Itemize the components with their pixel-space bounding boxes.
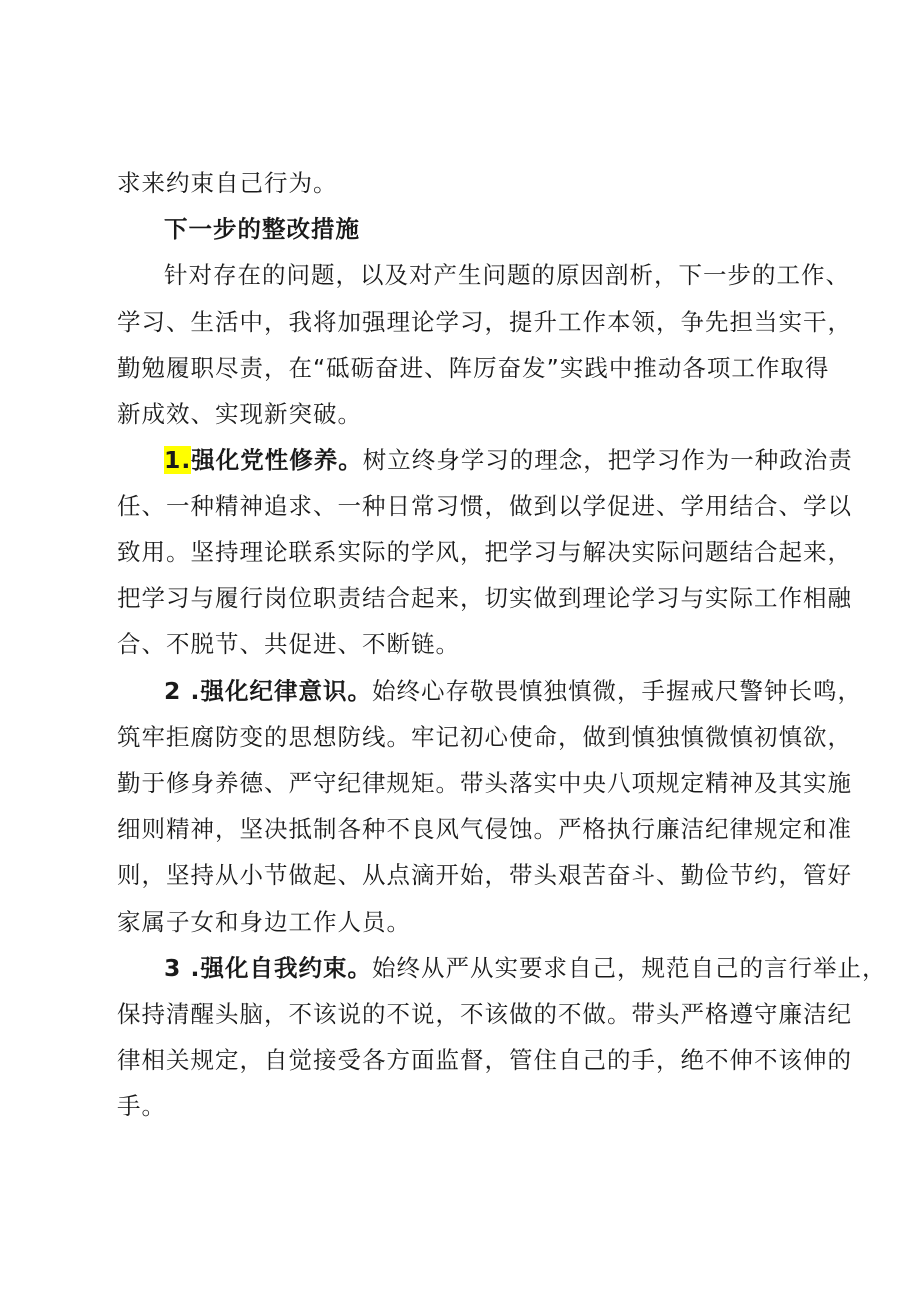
- paragraph-line: 针对存在的问题，以及对产生问题的原因剖析，下一步的工作、: [164, 261, 850, 289]
- paragraph-line: 任、一种精神追求、一种日常习惯，做到以学促进、学用结合、学以: [117, 492, 852, 520]
- item-text: 始终从严从实要求自己，规范自己的言行举止，: [371, 954, 887, 982]
- paragraph-line: 手。: [117, 1092, 166, 1120]
- item-3-first-line: [164, 953, 887, 983]
- paragraph-line: 合、不脱节、共促进、不断链。: [117, 630, 460, 658]
- paragraph-line: 律相关规定，自觉接受各方面监督，管住自己的手，绝不伸不该伸的: [117, 1046, 852, 1074]
- item-title: 强化自我约束。: [200, 954, 372, 982]
- item-number: 3 .: [164, 954, 201, 982]
- item-2-first-line: [164, 676, 862, 706]
- section-heading: 下一步的整改措施: [164, 215, 360, 243]
- paragraph-line: 则，坚持从小节做起、从点滴开始，带头艰苦奋斗、勤俭节约，管好: [117, 861, 852, 889]
- paragraph-line: 保持清醒头脑，不该说的不说，不该做的不做。带头严格遵守廉洁纪: [117, 1000, 852, 1028]
- item-number: 1.: [164, 446, 192, 474]
- paragraph-line: 勤勉履职尽责，在“砥砺奋进、阵厉奋发”实践中推动各项工作取得: [117, 354, 830, 382]
- item-text: 树立终身学习的理念，把学习作为一种政治责: [362, 446, 853, 474]
- intro-tail: 求来约束自己行为。: [117, 169, 338, 197]
- paragraph-line: 新成效、实现新突破。: [117, 400, 362, 428]
- item-text: 始终心存敬畏慎独慎微，手握戒尺警钟长鸣，: [371, 677, 862, 705]
- paragraph-line: 细则精神，坚决抵制各种不良风气侵蚀。严格执行廉洁纪律规定和准: [117, 815, 852, 843]
- paragraph-line: 学习、生活中，我将加强理论学习，提升工作本领，争先担当实干，: [117, 308, 852, 336]
- item-1-first-line: [164, 445, 853, 475]
- paragraph-line: 筑牢拒腐防变的思想防线。牢记初心使命，做到慎独慎微慎初慎欲，: [117, 723, 852, 751]
- paragraph-line: 把学习与履行岗位职责结合起来，切实做到理论学习与实际工作相融: [117, 584, 852, 612]
- paragraph-line: 致用。坚持理论联系实际的学风，把学习与解决实际问题结合起来，: [117, 538, 852, 566]
- item-title: 强化党性修养。: [191, 446, 363, 474]
- paragraph-line: 家属子女和身边工作人员。: [117, 908, 411, 936]
- item-title: 强化纪律意识。: [200, 677, 372, 705]
- item-number: 2 .: [164, 677, 201, 705]
- paragraph-line: 勤于修身养德、严守纪律规矩。带头落实中央八项规定精神及其实施: [117, 769, 852, 797]
